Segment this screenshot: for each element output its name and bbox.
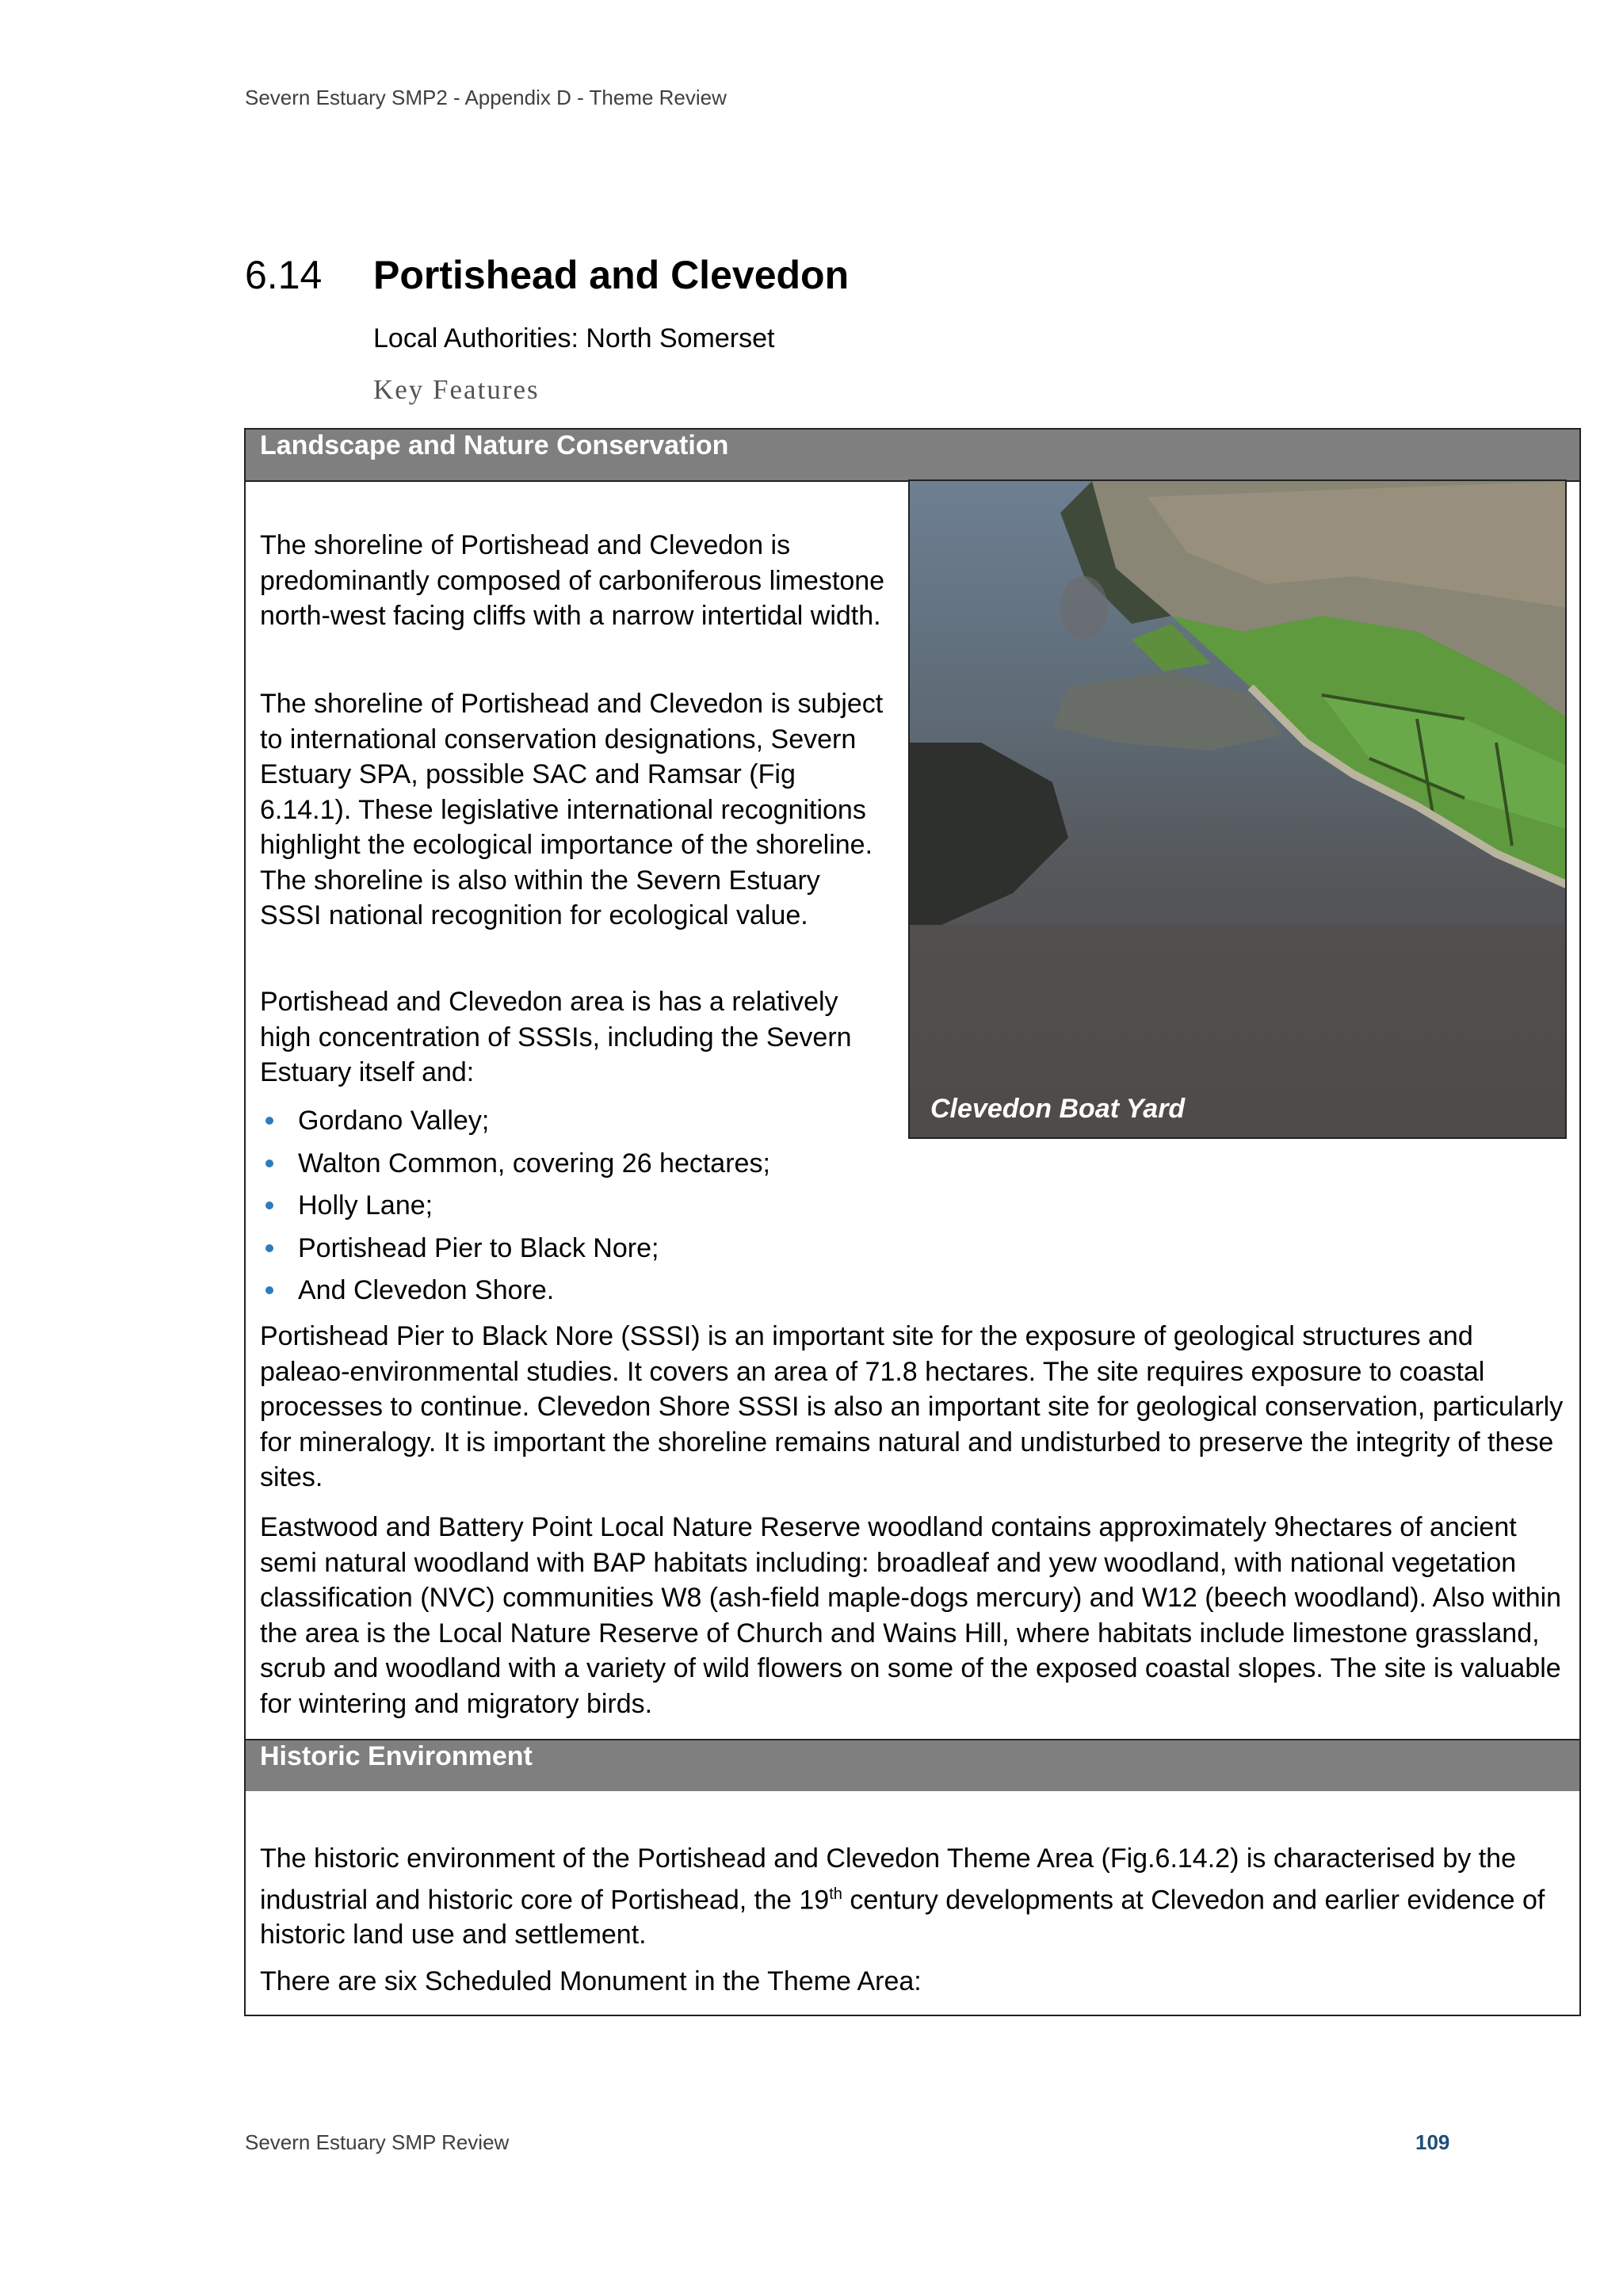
historic-text-start: The historic environment of the Portishead and Clevedon Theme Area (Fig.6.14.2) is characterised by the industrial and historic core of Portishead, the 19	[260, 1843, 1517, 1915]
key-features-label: Key Features	[373, 374, 540, 405]
sssi-list	[260, 1103, 770, 1316]
landscape-paragraph-1: The shoreline of Portishead and Clevedon is predominantly composed of carboniferous limestone north-west facing cliffs with a narrow intertidal width.	[260, 530, 885, 631]
historic-paragraph-2: There are six Scheduled Monument in the Theme Area:	[260, 1966, 922, 1996]
footer-title: Severn Estuary SMP Review	[245, 2130, 510, 2154]
photo-caption: Clevedon Boat Yard	[930, 1094, 1186, 1124]
superscript: th	[829, 1885, 842, 1903]
historic-heading-band	[246, 1740, 1579, 1791]
landscape-paragraph-5: Eastwood and Battery Point Local Nature Reserve woodland contains approximately 9hectares of ancient semi natural woodland with BAP habitats including: broadleaf and yew woodland, with national vegetation classification (NVC) communities W8 (ash-field maple-dogs mercury) and W12 (beech woodland). Also within the area is the Local Nature Reserve of Church and Wains Hill, where habitats include limestone grassland, scrub and woodland with a variety of wild flowers on some of the exposed coastal slopes. The site is valuable for wintering and migratory birds.	[260, 1512, 1562, 1719]
clevedon-boat-yard-photo	[908, 479, 1567, 1139]
historic-paragraph-1	[260, 1841, 1568, 1953]
landscape-heading-band	[246, 430, 1579, 480]
list-item: Holly Lane;	[260, 1188, 770, 1231]
local-authorities: Local Authorities: North Somerset	[373, 323, 775, 353]
landscape-paragraph-3: Portishead and Clevedon area is has a relatively high concentration of SSSIs, including the Severn Estuary itself and:	[260, 987, 852, 1087]
list-item: And Clevedon Shore.	[260, 1273, 770, 1316]
running-header: Severn Estuary SMP2 - Appendix D - Theme Review	[245, 86, 727, 109]
list-item: Portishead Pier to Black Nore;	[260, 1231, 770, 1274]
section-title: Portishead and Clevedon	[373, 253, 850, 297]
section-number: 6.14	[245, 253, 323, 297]
page-number: 109	[1415, 2130, 1450, 2154]
historic-heading: Historic Environment	[260, 1741, 533, 1771]
list-item: Walton Common, covering 26 hectares;	[260, 1146, 770, 1189]
aerial-coast-illustration	[910, 481, 1567, 1139]
landscape-heading: Landscape and Nature Conservation	[260, 430, 729, 460]
landscape-paragraph-2: The shoreline of Portishead and Clevedon is subject to international conservation designations, Severn Estuary SPA, possible SAC and Ramsar (Fig 6.14.1). These legislative international recognitions highlight the ecological importance of the shoreline. The shoreline is also within the Severn Estuary SSSI national recognition for ecological value.	[260, 689, 884, 930]
list-item: Gordano Valley;	[260, 1103, 770, 1146]
historic-text-end: century developments at Clevedon and earlier evidence of historic land use and settlement.	[260, 1884, 1545, 1950]
landscape-paragraph-4: Portishead Pier to Black Nore (SSSI) is an important site for the exposure of geological structures and paleao-environmental studies. It covers an area of 71.8 hectares. The site requires exposure to coastal processes to continue. Clevedon Shore SSSI is also an important site for geological conservation, particularly for mineralogy. It is important the shoreline remains natural and undisturbed to preserve the integrity of these sites.	[260, 1321, 1564, 1492]
